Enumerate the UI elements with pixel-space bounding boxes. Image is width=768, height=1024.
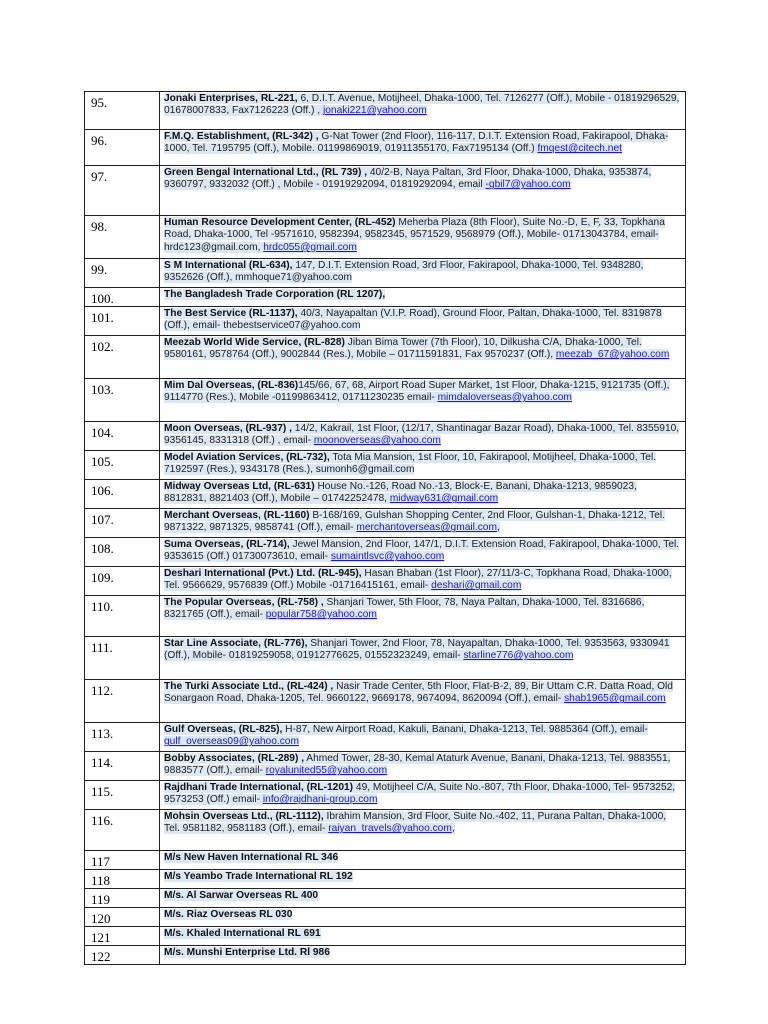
agency-entry xyxy=(160,946,686,965)
email-link[interactable]: popular758@yahoo.com xyxy=(265,609,377,621)
agency-entry xyxy=(160,870,686,889)
email-link[interactable]: fmqest@citech.net xyxy=(537,143,622,155)
table-row xyxy=(85,810,686,851)
email-link[interactable]: meezab_67@yahoo.com xyxy=(555,349,670,361)
entry-text xyxy=(164,510,665,533)
table-row xyxy=(85,927,686,946)
entry-text xyxy=(164,308,662,331)
agency-name: Moon Overseas, (RL-937) , xyxy=(164,423,292,434)
agency-name: Model Aviation Services, (RL-732), xyxy=(164,452,330,463)
row-number: 111. xyxy=(85,637,160,680)
agency-details: Jiban Bima Tower (7th Floor), 10, Dilkusha C/A, Dhaka-1000, Tel. 9580161, 9578764 (Off.), 9002844 (Res.), Mobile – 01711591831, Fax 9570237 (Off.), xyxy=(164,337,642,361)
table-row xyxy=(85,379,686,422)
row-number: 102. xyxy=(85,336,160,379)
row-number: 104. xyxy=(85,422,160,451)
entry-text xyxy=(164,597,644,620)
entry-text xyxy=(164,539,679,562)
agency-entry xyxy=(160,336,686,379)
agency-name: Star Line Associate, (RL-776), xyxy=(164,638,308,649)
table-row xyxy=(85,480,686,509)
agency-entry xyxy=(160,851,686,870)
agency-details: G-Nat Tower (2nd Floor), 116-117, D.I.T. Extension Road, Fakirapool, Dhaka-1000, Tel. 7195795 (Off.), Mobile. 01199869019, 01911355170, Fax7195134 (Off.) xyxy=(164,131,669,155)
entry-text xyxy=(164,217,665,253)
row-number: 97. xyxy=(85,166,160,216)
row-number: 122 xyxy=(85,946,160,965)
agency-details: Hasan Bhaban (1st Floor), 27/11/3-C, Topkhana Road, Dhaka-1000, Tel. 9566629, 9576839 (Off.) Mobile -01716415161, email- xyxy=(164,568,672,592)
table-row xyxy=(85,92,686,130)
agency-name: Human Resource Development Center, (RL-452) xyxy=(164,217,396,228)
agency-name: Gulf Overseas, (RL-825), xyxy=(164,724,283,735)
row-number: 113. xyxy=(85,723,160,752)
entry-text xyxy=(164,890,318,901)
table-row xyxy=(85,567,686,596)
row-number: 110. xyxy=(85,596,160,637)
agency-details: Meherba Plaza (8th Floor), Suite No.-D, E, F, 33, Topkhana Road, Dhaka-1000, Tel -9571610, 9582394, 9582345, 9571529, 9568979 (Off.), Mobile- 01713043784, email-hrdc123@gmail.com, xyxy=(164,217,665,253)
email-link[interactable]: moonoverseas@yahoo.com xyxy=(313,435,441,447)
row-number: 117 xyxy=(85,851,160,870)
entry-text xyxy=(164,638,670,661)
table-row xyxy=(85,946,686,965)
agency-entry xyxy=(160,130,686,166)
email-link[interactable]: sumaintlsvc@yahoo.com xyxy=(330,551,445,563)
agency-details: 147, D.I.T. Extension Road, 3rd Floor, Fakirapool, Dhaka-1000, Tel. 9348280, 9352626 (Off.), mmhoque71@yahoo.com xyxy=(164,260,644,284)
entry-text xyxy=(164,481,637,504)
row-number: 118 xyxy=(85,870,160,889)
table-row xyxy=(85,509,686,538)
row-number: 116. xyxy=(85,810,160,851)
row-number: 106. xyxy=(85,480,160,509)
entry-text xyxy=(164,782,675,805)
table-row xyxy=(85,166,686,216)
entry-text xyxy=(164,811,666,834)
table-row xyxy=(85,752,686,781)
agency-name: The Bangladesh Trade Corporation (RL 1207), xyxy=(164,289,386,300)
agency-entry xyxy=(160,752,686,781)
agency-details: Nasir Trade Center, 5th Floor, Flat-B-2, 89, Bir Uttam C.R. Datta Road, Old Sonargaon Road, Dhaka-1205, Tel. 9660122, 9669178, 9674094, 8620094 (Off.), email- xyxy=(164,681,673,705)
agency-entry xyxy=(160,680,686,723)
agency-entry xyxy=(160,92,686,130)
agency-name: M/s. Al Sarwar Overseas RL 400 xyxy=(164,890,319,901)
agency-name: Suma Overseas, (RL-714), xyxy=(164,539,290,550)
table-row xyxy=(85,637,686,680)
entry-text xyxy=(164,852,338,863)
agency-details: 49, Motijheel C/A, Suite No.-807, 7th Floor, Dhaka-1000, Tel- 9573252, 9573253 (Off.) email- xyxy=(164,782,676,806)
agency-name: Bobby Associates, (RL-289) , xyxy=(164,753,305,764)
agency-name: Green Bengal International Ltd., (RL 739) , xyxy=(164,167,368,178)
agency-entry xyxy=(160,723,686,752)
email-link[interactable]: -gbil7@yahoo.com xyxy=(485,179,571,191)
agency-name: Meezab World Wide Service, (RL-828) xyxy=(164,337,345,348)
agency-name: Jonaki Enterprises, RL-221, xyxy=(164,93,298,104)
agency-name: Deshari International (Pvt.) Ltd. (RL-945), xyxy=(164,568,362,579)
agency-details: Ahmed Tower, 28-30, Kemal Ataturk Avenue, Banani, Dhaka-1213, Tel. 9883551, 9883577 (Off.), email- xyxy=(164,753,671,777)
row-number: 103. xyxy=(85,379,160,422)
table-row xyxy=(85,130,686,166)
table-row xyxy=(85,889,686,908)
agency-entry xyxy=(160,422,686,451)
entry-text xyxy=(164,167,651,190)
agency-entry xyxy=(160,637,686,680)
table-row xyxy=(85,259,686,288)
agency-details: Jewel Mansion, 2nd Floor, 147/1, D.I.T. Extension Road, Fakirapool, Dhaka-1000, Tel. 9353615 (Off.) 01730073610, email- xyxy=(164,539,680,563)
agency-entry xyxy=(160,509,686,538)
table-row xyxy=(85,781,686,810)
email-link[interactable]: hrdc055@gmail.com xyxy=(263,241,357,253)
entry-text xyxy=(164,337,669,360)
entry-text xyxy=(164,928,321,939)
agency-name: M/s. Riaz Overseas RL 030 xyxy=(164,909,293,920)
agency-entry xyxy=(160,166,686,216)
table-row xyxy=(85,307,686,336)
agency-name: F.M.Q. Establishment, (RL-342) , xyxy=(164,131,319,142)
table-row xyxy=(85,851,686,870)
agency-details: Shanjari Tower, 5th Floor, 78, Naya Paltan, Dhaka-1000, Tel. 8316686, 8321765 (Off.), email- xyxy=(164,597,645,621)
agency-details: Ibrahim Mansion, 3rd Floor, Suite No.-402, 11, Purana Paltan, Dhaka-1000, Tel. 9581182, 9581183 (Off.), email- xyxy=(164,811,667,835)
agency-entry xyxy=(160,927,686,946)
row-number: 107. xyxy=(85,509,160,538)
row-number: 115. xyxy=(85,781,160,810)
row-number: 100. xyxy=(85,288,160,307)
agency-name: The Popular Overseas, (RL-758) , xyxy=(164,597,324,608)
row-number: 101. xyxy=(85,307,160,336)
agency-entry xyxy=(160,451,686,480)
agency-list-table xyxy=(84,91,686,965)
entry-text xyxy=(164,753,670,776)
row-number: 109. xyxy=(85,567,160,596)
agency-entry xyxy=(160,596,686,637)
agency-name: Rajdhani Trade International, (RL-1201) xyxy=(164,782,354,793)
entry-tail: , xyxy=(451,823,455,835)
row-number: 121 xyxy=(85,927,160,946)
agency-details: Shanjari Tower, 2nd Floor, 78, Nayapaltan, Dhaka-1000, Tel. 9353563, 9330941 (Off.), Mobile- 01819259058, 01912776625, 01552323249, email- xyxy=(164,638,670,662)
agency-entry xyxy=(160,810,686,851)
agency-entry xyxy=(160,567,686,596)
agency-details: 40/2-B, Naya Paltan, 3rd Floor, Dhaka-1000, Dhaka, 9353874, 9360797, 9332032 (Off.) , Mobile - 01919292094, 01819292094, email xyxy=(164,167,652,191)
email-link[interactable]: deshari@gmail.com xyxy=(431,580,522,592)
row-number: 99. xyxy=(85,259,160,288)
agency-entry xyxy=(160,889,686,908)
agency-details: 145/66, 67, 68, Airport Road Super Market, 1st Floor, Dhaka-1215, 9121735 (Off.), 9114770 (Res.), Mobile -01199863412, 01711230235 email- xyxy=(164,380,670,404)
email-link[interactable]: midway631@gmail.com xyxy=(389,493,499,505)
row-number: 114. xyxy=(85,752,160,781)
entry-text xyxy=(164,871,353,882)
entry-text xyxy=(164,568,672,591)
entry-text xyxy=(164,131,668,154)
entry-tail: , xyxy=(496,522,500,534)
email-link[interactable]: gulf_overseas09@yahoo.com xyxy=(164,736,299,748)
agency-details: B-168/169, Gulshan Shopping Center, 2nd Floor, Gulshan-1, Dhaka-1212, Tel. 9871322, 9871325, 9858741 (Off.), email- xyxy=(164,510,666,534)
email-link[interactable]: info@rajdhani-group.com xyxy=(262,794,378,806)
agency-entry xyxy=(160,379,686,422)
entry-text xyxy=(164,423,679,446)
email-link[interactable]: starline776@yahoo.com xyxy=(463,650,574,662)
table-row xyxy=(85,216,686,259)
email-link[interactable]: merchantoverseas@gmail.com xyxy=(356,522,497,534)
agency-name: Midway Overseas Ltd, (RL-631) xyxy=(164,481,315,492)
table-row xyxy=(85,870,686,889)
agency-name: Mim Dal Overseas, (RL-836) xyxy=(164,380,299,391)
entry-text xyxy=(164,724,648,747)
email-link[interactable]: royalunited55@yahoo.com xyxy=(265,765,388,777)
agency-entry xyxy=(160,259,686,288)
entry-text xyxy=(164,93,679,116)
agency-name: M/s. Munshi Enterprise Ltd. Rl 986 xyxy=(164,947,330,958)
agency-entry xyxy=(160,307,686,336)
agency-name: Merchant Overseas, (RL-1160) xyxy=(164,510,310,521)
agency-name: The Best Service (RL-1137), xyxy=(164,308,298,319)
row-number: 105. xyxy=(85,451,160,480)
table-row xyxy=(85,288,686,307)
agency-entry xyxy=(160,216,686,259)
agency-entry xyxy=(160,781,686,810)
agency-name: M/s. Khaled International RL 691 xyxy=(164,928,321,939)
agency-details: 14/2, Kakrail, 1st Floor, (12/17, Shantinagar Bazar Road), Dhaka-1000, Tel. 8355910, 9356145, 8331318 (Off.) , email- xyxy=(164,423,680,447)
email-link[interactable]: raiyan_travels@yahoo.com xyxy=(328,823,452,835)
agency-details: 6, D.I.T. Avenue, Motijheel, Dhaka-1000, Tel. 7126277 (Off.), Mobile - 01819296529, 01678007833, Fax7126223 (Off.) , xyxy=(164,93,680,117)
row-number: 108. xyxy=(85,538,160,567)
entry-text xyxy=(164,947,330,958)
entry-text xyxy=(164,380,670,403)
email-link[interactable]: shab1965@gmail.com xyxy=(564,693,666,705)
agency-name: The Turki Associate Ltd., (RL-424) , xyxy=(164,681,334,692)
agency-entry xyxy=(160,480,686,509)
agency-entry xyxy=(160,538,686,567)
row-number: 112. xyxy=(85,680,160,723)
table-row xyxy=(85,596,686,637)
table-row xyxy=(85,538,686,567)
row-number: 119 xyxy=(85,889,160,908)
email-link[interactable]: mimdaloverseas@yahoo.com xyxy=(437,392,572,404)
table-row xyxy=(85,422,686,451)
entry-text xyxy=(164,260,643,283)
entry-text xyxy=(164,681,673,704)
table-row xyxy=(85,723,686,752)
table-row xyxy=(85,336,686,379)
agency-details: House No.-126, Road No.-13, Block-E, Banani, Dhaka-1213, 9859023, 8812831, 8821403 (Off.), Mobile – 01742252478, xyxy=(164,481,637,505)
entry-text xyxy=(164,289,385,300)
agency-entry xyxy=(160,288,686,307)
row-number: 96. xyxy=(85,130,160,166)
agency-entry xyxy=(160,908,686,927)
row-number: 95. xyxy=(85,92,160,130)
row-number: 98. xyxy=(85,216,160,259)
table-row xyxy=(85,908,686,927)
agency-name: Mohsin Overseas Ltd., (RL-1112), xyxy=(164,811,324,822)
agency-name: M/s New Haven International RL 346 xyxy=(164,852,339,863)
agency-details: 40/3, Nayapaltan (V.I.P. Road), Ground Floor, Paltan, Dhaka-1000, Tel. 8319878 (Off.), email- thebestservice07@yahoo.com xyxy=(164,308,662,332)
agency-details: Tota Mia Mansion, 1st Floor, 10, Fakirapool, Motijheel, Dhaka-1000, Tel. 7192597 (Res.), 9343178 (Res.), sumonh6@gmail.com xyxy=(164,452,657,476)
table-row xyxy=(85,680,686,723)
agency-name: M/s Yeambo Trade International RL 192 xyxy=(164,871,353,882)
entry-text xyxy=(164,909,292,920)
email-link[interactable]: jonaki221@yahoo.com xyxy=(322,105,427,117)
row-number: 120 xyxy=(85,908,160,927)
agency-details: H-87, New Airport Road, Kakuli, Banani, Dhaka-1213, Tel. 9885364 (Off.), email- xyxy=(282,724,648,735)
entry-text xyxy=(164,452,656,475)
agency-list-body xyxy=(85,92,686,965)
agency-name: S M International (RL-634), xyxy=(164,260,293,271)
table-row xyxy=(85,451,686,480)
